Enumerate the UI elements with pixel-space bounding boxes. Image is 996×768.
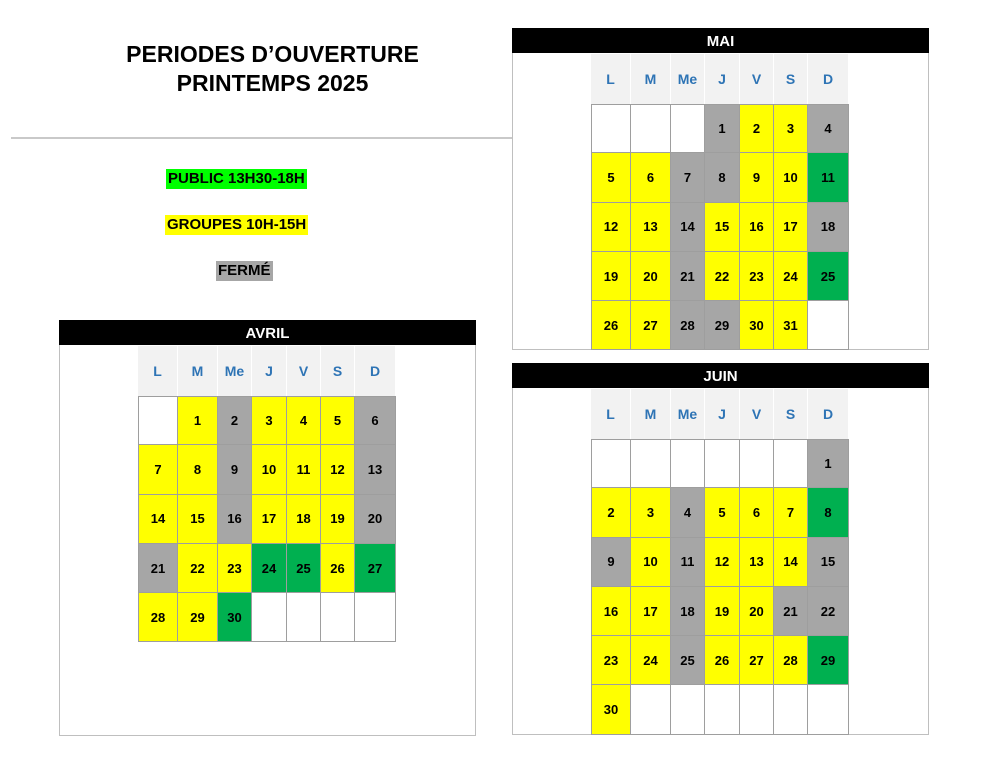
- weekday-header: Me: [671, 54, 705, 104]
- empty-day-cell: [252, 593, 287, 642]
- day-cell: 9: [591, 538, 631, 587]
- day-cell: 15: [808, 538, 849, 587]
- empty-day-cell: [671, 685, 705, 734]
- month-header-juin: JUIN: [512, 363, 929, 388]
- day-cell: 19: [591, 252, 631, 301]
- empty-day-cell: [705, 439, 740, 488]
- day-cell: 8: [808, 488, 849, 537]
- empty-day-cell: [740, 685, 774, 734]
- day-cell: 6: [355, 396, 396, 445]
- weekday-header: D: [808, 389, 849, 439]
- weekday-header: M: [178, 346, 218, 396]
- day-cell: 29: [178, 593, 218, 642]
- empty-day-cell: [321, 593, 355, 642]
- day-cell: 25: [808, 252, 849, 301]
- day-cell: 4: [808, 104, 849, 153]
- day-cell: 21: [774, 587, 808, 636]
- weekday-header: L: [138, 346, 178, 396]
- day-cell: 25: [671, 636, 705, 685]
- day-cell: 10: [252, 445, 287, 494]
- day-cell: 20: [740, 587, 774, 636]
- weekday-header: V: [287, 346, 321, 396]
- day-cell: 26: [705, 636, 740, 685]
- day-cell: 23: [218, 544, 252, 593]
- page-title-line-1: PERIODES D’OUVERTURE: [126, 41, 419, 67]
- month-header-avril: AVRIL: [59, 320, 476, 345]
- day-cell: 1: [178, 396, 218, 445]
- calendar-avril: [59, 320, 476, 736]
- weekday-header: Me: [671, 389, 705, 439]
- day-cell: 3: [774, 104, 808, 153]
- day-cell: 9: [218, 445, 252, 494]
- day-cell: 8: [705, 153, 740, 202]
- day-cell: 19: [705, 587, 740, 636]
- day-cell: 3: [252, 396, 287, 445]
- day-cell: 28: [671, 301, 705, 350]
- empty-day-cell: [631, 685, 671, 734]
- day-cell: 1: [808, 439, 849, 488]
- empty-day-cell: [631, 439, 671, 488]
- empty-day-cell: [671, 439, 705, 488]
- day-cell: 25: [287, 544, 321, 593]
- day-cell: 14: [774, 538, 808, 587]
- page-title-line-2: PRINTEMPS 2025: [176, 70, 369, 96]
- legend-groupes: GROUPES 10H-15H: [167, 216, 307, 233]
- divider: [11, 137, 513, 139]
- day-cell: 19: [321, 495, 355, 544]
- day-cell: 30: [740, 301, 774, 350]
- empty-day-cell: [138, 396, 178, 445]
- empty-day-cell: [774, 685, 808, 734]
- day-cell: 2: [740, 104, 774, 153]
- day-cell: 9: [740, 153, 774, 202]
- day-cell: 10: [631, 538, 671, 587]
- day-cell: 24: [631, 636, 671, 685]
- day-cell: 22: [705, 252, 740, 301]
- day-cell: 14: [138, 495, 178, 544]
- day-cell: 23: [591, 636, 631, 685]
- empty-day-cell: [705, 685, 740, 734]
- empty-day-cell: [774, 439, 808, 488]
- day-cell: 18: [671, 587, 705, 636]
- day-cell: 12: [321, 445, 355, 494]
- empty-day-cell: [355, 593, 396, 642]
- day-cell: 22: [178, 544, 218, 593]
- empty-day-cell: [740, 439, 774, 488]
- calendar-juin: [512, 363, 929, 735]
- legend-ferme: FERMÉ: [218, 262, 271, 279]
- empty-day-cell: [671, 104, 705, 153]
- weekday-header: S: [321, 346, 355, 396]
- day-cell: 27: [355, 544, 396, 593]
- day-cell: 22: [808, 587, 849, 636]
- weekday-header: D: [808, 54, 849, 104]
- day-cell: 12: [591, 203, 631, 252]
- weekday-header: S: [774, 54, 808, 104]
- day-cell: 4: [287, 396, 321, 445]
- day-cell: 21: [138, 544, 178, 593]
- day-cell: 30: [591, 685, 631, 734]
- day-cell: 7: [774, 488, 808, 537]
- weekday-header: M: [631, 54, 671, 104]
- day-cell: 16: [218, 495, 252, 544]
- empty-day-cell: [631, 104, 671, 153]
- day-cell: 14: [671, 203, 705, 252]
- weekday-header: J: [705, 54, 740, 104]
- day-cell: 29: [808, 636, 849, 685]
- day-cell: 26: [591, 301, 631, 350]
- day-cell: 26: [321, 544, 355, 593]
- day-cell: 8: [178, 445, 218, 494]
- weekday-header: L: [591, 54, 631, 104]
- empty-day-cell: [808, 685, 849, 734]
- day-cell: 13: [740, 538, 774, 587]
- day-cell: 7: [138, 445, 178, 494]
- day-cell: 24: [774, 252, 808, 301]
- day-cell: 16: [740, 203, 774, 252]
- day-cell: 17: [631, 587, 671, 636]
- calendar-grid-mai: [591, 54, 849, 350]
- empty-day-cell: [808, 301, 849, 350]
- day-cell: 5: [591, 153, 631, 202]
- page-title: [40, 40, 505, 98]
- day-cell: 21: [671, 252, 705, 301]
- day-cell: 11: [671, 538, 705, 587]
- day-cell: 29: [705, 301, 740, 350]
- empty-day-cell: [591, 104, 631, 153]
- day-cell: 10: [774, 153, 808, 202]
- day-cell: 11: [287, 445, 321, 494]
- calendar-mai: [512, 28, 929, 350]
- weekday-header: V: [740, 389, 774, 439]
- day-cell: 5: [705, 488, 740, 537]
- day-cell: 7: [671, 153, 705, 202]
- day-cell: 15: [178, 495, 218, 544]
- day-cell: 11: [808, 153, 849, 202]
- weekday-header: Me: [218, 346, 252, 396]
- calendar-grid-juin: [591, 389, 849, 735]
- weekday-header: J: [705, 389, 740, 439]
- day-cell: 13: [355, 445, 396, 494]
- day-cell: 1: [705, 104, 740, 153]
- day-cell: 20: [355, 495, 396, 544]
- empty-day-cell: [287, 593, 321, 642]
- day-cell: 4: [671, 488, 705, 537]
- weekday-header: D: [355, 346, 396, 396]
- empty-day-cell: [591, 439, 631, 488]
- day-cell: 16: [591, 587, 631, 636]
- weekday-header: S: [774, 389, 808, 439]
- weekday-header: V: [740, 54, 774, 104]
- day-cell: 18: [287, 495, 321, 544]
- day-cell: 24: [252, 544, 287, 593]
- day-cell: 6: [740, 488, 774, 537]
- weekday-header: L: [591, 389, 631, 439]
- day-cell: 31: [774, 301, 808, 350]
- weekday-header: M: [631, 389, 671, 439]
- day-cell: 28: [774, 636, 808, 685]
- calendar-grid-avril: [138, 346, 396, 642]
- day-cell: 30: [218, 593, 252, 642]
- day-cell: 27: [740, 636, 774, 685]
- day-cell: 12: [705, 538, 740, 587]
- day-cell: 6: [631, 153, 671, 202]
- day-cell: 18: [808, 203, 849, 252]
- legend-public: PUBLIC 13H30-18H: [168, 170, 305, 187]
- day-cell: 23: [740, 252, 774, 301]
- day-cell: 5: [321, 396, 355, 445]
- month-header-mai: MAI: [512, 28, 929, 53]
- weekday-header: J: [252, 346, 287, 396]
- day-cell: 13: [631, 203, 671, 252]
- day-cell: 17: [774, 203, 808, 252]
- day-cell: 20: [631, 252, 671, 301]
- day-cell: 28: [138, 593, 178, 642]
- day-cell: 15: [705, 203, 740, 252]
- day-cell: 27: [631, 301, 671, 350]
- day-cell: 2: [218, 396, 252, 445]
- day-cell: 3: [631, 488, 671, 537]
- day-cell: 17: [252, 495, 287, 544]
- day-cell: 2: [591, 488, 631, 537]
